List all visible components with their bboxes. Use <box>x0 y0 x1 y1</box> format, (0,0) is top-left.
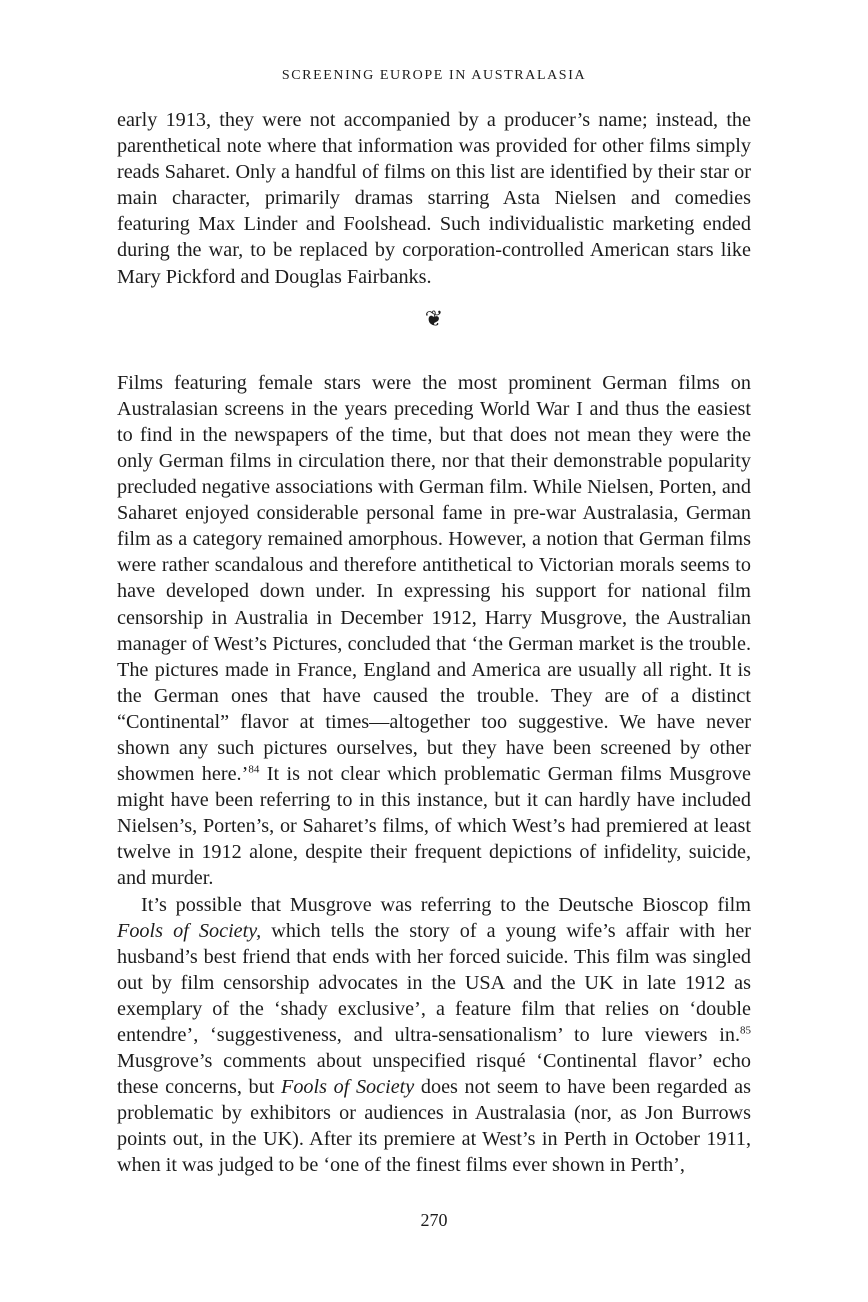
fleuron-icon: ❦ <box>424 305 444 331</box>
footnote-ref-84[interactable]: 84 <box>248 763 260 776</box>
paragraph-2-text-b: It is not clear which problematic German films Musgrove might have been referring to in this instance, but it can hardly have included Nielsen’s, Porten’s, or Saharet’s films, of which West’s had premiered at least twelve in 1912 alone, despite their frequent depictions of infidelity, suicide, and murder. <box>117 763 752 890</box>
paragraph-3-text-c: Musgrove’s comments about unspecified risqué ‘Continental flavor’ echo these concerns, but <box>117 1050 751 1099</box>
paragraph-1: early 1913, they were not accompanied by a producer’s name; instead, the parenthetical note where that information was provided for other films simply reads Saharet. Only a handful of films on this list are identified by their star or main character, primarily dramas starring Asta Nielsen and comedies featuring Max Linder and Foolshead. Such individualistic marketing ended during the war, to be replaced by corporation-controlled American stars like Mary Pickford and Douglas Fairbanks. <box>117 109 751 288</box>
film-title-italic: Fools of Society <box>280 1076 415 1099</box>
paragraph-2-text-a: Films featuring female stars were the most prominent German films on Australasian screens in the years preceding World War I and thus the easiest to find in the newspapers of the time, but that does not mean they were the only German films in circulation there, nor that their demonstrable popularity precluded negative associations with German film. While Nielsen, Porten, and Saharet enjoyed considerable personal fame in pre-war Australasia, German film as a category remained amorphous. However, a notion that German films were rather scandalous and therefore antithetical to Victorian morals seems to have developed down under. In expressing his support for national film censorship in Australia in December 1912, Harry Musgrove, the Australian manager of West’s Pictures, concluded that ‘the German market is the trouble. The pictures made in France, England and America are usually all right. It is the German ones that have caused the trouble. They are of a distinct “Continental” flavor at times—altogether too suggestive. We have never shown any such pictures ourselves, but they have been screened by other showmen here.’ <box>117 371 751 786</box>
running-head: SCREENING EUROPE IN AUSTRALASIA <box>281 68 587 83</box>
film-title-italic: Fools of Society, <box>117 919 262 942</box>
page-number: 270 <box>420 1210 448 1230</box>
paragraph-3-text-b: which tells the story of a young wife’s affair with her husband’s best friend that ends with her forced suicide. This film was singled out by film censorship advocates in the USA and the UK in late 1912 as exemplary of the ‘shady exclusive’, a feature film that relies on ‘double entendre’, ‘suggestiveness, and ultra-sensationalism’ to lure viewers in. <box>117 919 752 1046</box>
paragraph-3 <box>117 892 751 1179</box>
paragraph-2 <box>117 370 751 892</box>
paragraph-3-text-a: It’s possible that Musgrove was referring to the Deutsche Bioscop film <box>141 893 751 916</box>
paragraph-3-text-d: does not seem to have been regarded as problematic by exhibitors or audiences in Australasia (nor, as Jon Burrows points out, in the UK). After its premiere at West’s in Perth in October 1911, when it was judged to be ‘one of the finest films ever shown in Perth’, <box>117 1076 751 1177</box>
body-text <box>117 107 751 1179</box>
footnote-ref-85[interactable]: 85 <box>740 1024 751 1037</box>
